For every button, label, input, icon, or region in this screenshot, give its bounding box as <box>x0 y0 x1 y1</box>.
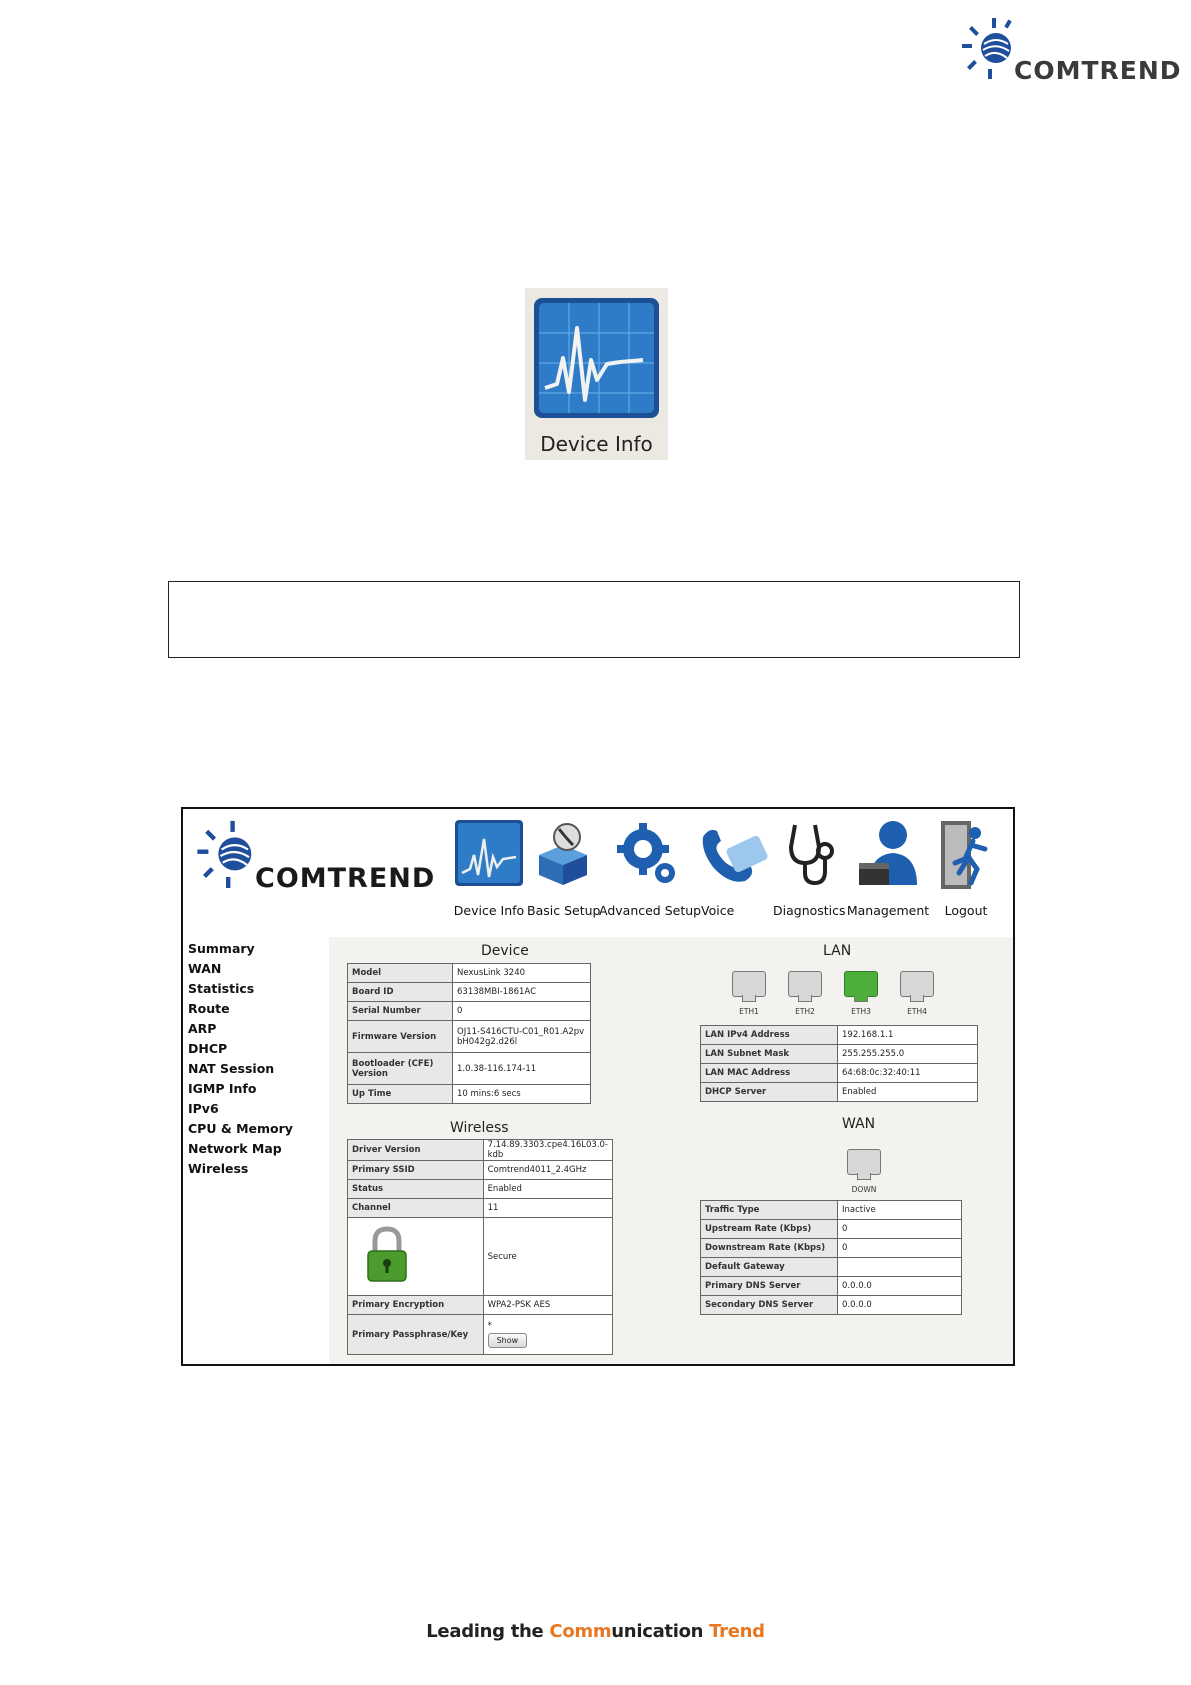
footer-slogan: Leading the Communication Trend <box>426 1621 765 1642</box>
sidebar-item-nat-session[interactable]: NAT Session <box>188 1061 275 1076</box>
logo-wordmark: COMTREND <box>255 863 436 894</box>
table-row: Up Time 10 mins:6 secs <box>348 1085 591 1104</box>
nav-diagnostics[interactable]: Diagnostics <box>773 813 845 921</box>
sidebar-item-igmp-info[interactable]: IGMP Info <box>188 1081 257 1096</box>
nav-device-info[interactable]: Device Info <box>451 813 527 921</box>
top-nav <box>451 813 1015 921</box>
table-row: Secure <box>348 1218 613 1296</box>
table-row: Primary SSID Comtrend4011_2.4GHz <box>348 1161 613 1180</box>
open-box-icon <box>533 819 593 887</box>
table-row: DHCP Server Enabled <box>701 1083 978 1102</box>
sidebar-item-network-map[interactable]: Network Map <box>188 1141 282 1156</box>
table-row: Board ID 63138MBI-1861AC <box>348 983 591 1002</box>
table-row: Serial Number 0 <box>348 1002 591 1021</box>
wan-section-title: WAN <box>842 1116 876 1132</box>
logo-wordmark: COMTREND <box>1014 56 1182 85</box>
eth1-port-icon <box>732 971 766 997</box>
sidebar-item-summary[interactable]: Summary <box>188 941 255 956</box>
device-table <box>347 963 591 1104</box>
sidebar-item-arp[interactable]: ARP <box>188 1021 217 1036</box>
nav-voice[interactable]: Voice <box>695 813 775 921</box>
table-row: LAN Subnet Mask 255.255.255.0 <box>701 1045 978 1064</box>
table-row: Firmware Version OJ11-S416CTU-C01_R01.A2pvbH042g2.d26l <box>348 1021 591 1053</box>
nav-advanced-setup[interactable]: Advanced Setup <box>599 813 695 921</box>
gears-icon <box>615 819 679 887</box>
nav-management[interactable]: Management <box>845 813 931 921</box>
heartbeat-monitor-icon <box>525 288 668 423</box>
wan-port-icon <box>847 1149 881 1175</box>
passphrase-value: * <box>487 1321 492 1331</box>
manager-icon <box>855 819 921 889</box>
exit-door-icon <box>937 819 995 891</box>
nav-logout[interactable]: Logout <box>931 813 1001 921</box>
sidebar-item-route[interactable]: Route <box>188 1001 230 1016</box>
lan-section-title: LAN <box>823 943 852 959</box>
table-row: Primary Encryption WPA2-PSK AES <box>348 1296 613 1315</box>
logo-emblem-icon <box>193 815 259 895</box>
wireless-table <box>347 1139 613 1355</box>
sidebar-item-cpu-memory[interactable]: CPU & Memory <box>188 1121 293 1136</box>
lan-table <box>700 1025 978 1102</box>
comtrend-logo-inner <box>193 815 436 895</box>
table-row: Primary Passphrase/Key * Show <box>348 1315 613 1355</box>
table-row: Channel 11 <box>348 1199 613 1218</box>
heartbeat-monitor-icon <box>454 819 524 887</box>
comtrend-logo <box>958 14 1182 94</box>
eth2-port-icon <box>788 971 822 997</box>
table-row: Primary DNS Server 0.0.0.0 <box>701 1277 962 1296</box>
device-info-label: Device Info <box>540 432 653 456</box>
table-row: LAN MAC Address 64:68:0c:32:40:11 <box>701 1064 978 1083</box>
table-row: Upstream Rate (Kbps) 0 <box>701 1220 962 1239</box>
phone-icon <box>699 819 771 887</box>
padlock-icon <box>362 1225 412 1285</box>
device-section-title: Device <box>481 943 529 959</box>
stethoscope-icon <box>781 819 837 889</box>
table-row: Status Enabled <box>348 1180 613 1199</box>
table-row: Driver Version 7.14.89.3303.cpe4.16L03.0-kdb <box>348 1140 613 1161</box>
sidebar-item-ipv6[interactable]: IPv6 <box>188 1101 219 1116</box>
sidebar-item-wireless[interactable]: Wireless <box>188 1161 249 1176</box>
eth3-port-icon <box>844 971 878 997</box>
sidebar-item-dhcp[interactable]: DHCP <box>188 1041 228 1056</box>
summary-content: Device Model NexusLink 3240 Board ID 63138MBI-1861AC Serial Number 0 Firmware Version OJ11-S416CTU-C01_R01.A2pvbH042g2.d26l Bootloader (CFE) Version 1.0.38-116.174-11 Up Time 10 mins:6 secs Wireless Driver Version 7.14.89.3303.cpe4.16L03.0-kdb Primary SSID Comtrend4011_2.4GHz Status Enabled Channel 11 Secure Primary Encryption WPA2-PSK AES Primary Passphrase/Key * Show LAN ETH1 ETH2 ETH3 ETH4 LAN IPv4 Address 192.168.1.1 LAN Subnet Mask 255.255.255.0 LAN MAC Address 64:68:0c:32:40:11 DHCP Server Enabled WAN DOWN Traffic Type Inactive Upstream Rate (Kbps) 0 Downstream Rate (Kbps) 0 Default Gateway Primary DNS Server 0.0.0.0 Secondary DNS Server 0.0.0.0 <box>329 937 1015 1366</box>
table-row: Bootloader (CFE) Version 1.0.38-116.174-11 <box>348 1053 591 1085</box>
wan-table <box>700 1200 962 1315</box>
sidebar-item-wan[interactable]: WAN <box>188 961 222 976</box>
sidebar-item-statistics[interactable]: Statistics <box>188 981 255 996</box>
table-row: Secondary DNS Server 0.0.0.0 <box>701 1296 962 1315</box>
table-row: Traffic Type Inactive <box>701 1201 962 1220</box>
wan-port-status: DOWN <box>851 1185 877 1194</box>
table-row: Model NexusLink 3240 <box>348 964 591 983</box>
table-row: Default Gateway <box>701 1258 962 1277</box>
logo-emblem-icon <box>958 14 1018 84</box>
nav-basic-setup[interactable]: Basic Setup <box>527 813 599 921</box>
show-passphrase-button[interactable]: Show <box>488 1333 528 1348</box>
device-info-icon-large <box>525 288 668 460</box>
router-ui-screenshot <box>181 807 1015 1366</box>
note-box <box>168 581 1020 658</box>
table-row: LAN IPv4 Address 192.168.1.1 <box>701 1026 978 1045</box>
wireless-section-title: Wireless <box>450 1120 509 1136</box>
eth4-port-icon <box>900 971 934 997</box>
table-row: Downstream Rate (Kbps) 0 <box>701 1239 962 1258</box>
